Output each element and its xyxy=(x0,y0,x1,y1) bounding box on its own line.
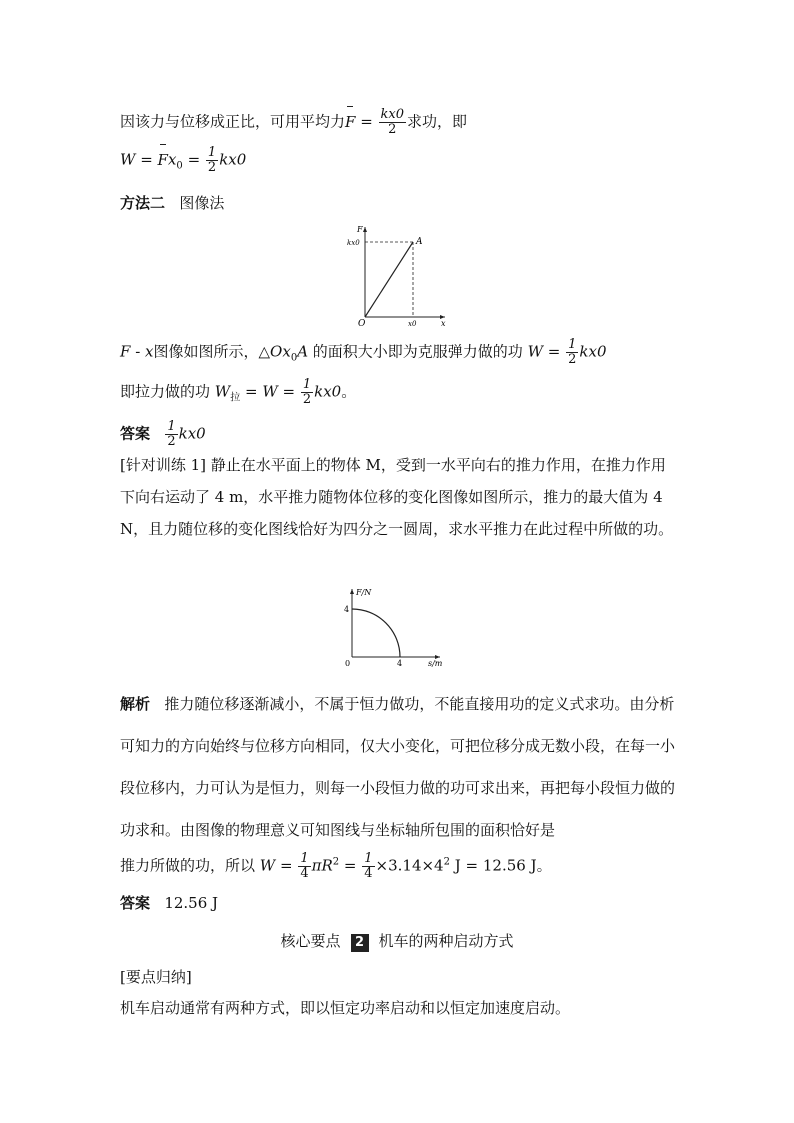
method-name: 图像法 xyxy=(179,194,225,212)
work-symbol: W xyxy=(259,856,276,875)
result-term: J = 12.56 J。 xyxy=(449,856,552,875)
y-tick-label: 4 xyxy=(344,605,350,614)
formula-line-work xyxy=(120,146,246,177)
subscript: 0 xyxy=(290,352,298,364)
fraction xyxy=(566,338,578,367)
answer-label: 答案 xyxy=(120,894,151,912)
text-segment: 的面积大小即为克服弹力做的功 xyxy=(308,342,528,361)
work-symbol: W xyxy=(527,342,543,361)
text-segment: 因该力与位移成正比，可用平均力 xyxy=(120,112,346,131)
text-segment: 图像如图所示，△ xyxy=(153,342,271,361)
analysis-formula-line xyxy=(120,852,552,881)
answer-line-1 xyxy=(120,420,206,449)
pi-r-term: πR xyxy=(311,856,333,875)
section-number-badge: 2 xyxy=(351,934,369,952)
equals: = xyxy=(240,382,263,401)
superscript: 2 xyxy=(332,856,340,868)
quarter-circle-curve xyxy=(352,609,400,657)
numerator: 1 xyxy=(302,377,312,392)
subscript: 0 xyxy=(176,160,183,172)
fraction xyxy=(298,852,310,881)
kx-term: kx0 xyxy=(178,424,206,443)
section-label: 核心要点 xyxy=(280,932,341,950)
x-symbol: x xyxy=(145,342,154,361)
numerator: 1 xyxy=(300,851,309,866)
origin-label: O xyxy=(358,319,366,327)
summary-label-line xyxy=(120,967,192,987)
work-symbol: W xyxy=(120,150,136,169)
fraction xyxy=(362,852,374,881)
avg-force-symbol: F xyxy=(157,150,168,169)
equals: = xyxy=(182,150,205,169)
answer-line-2 xyxy=(120,893,218,913)
denominator: 2 xyxy=(568,352,577,367)
kx-term: kx0 xyxy=(314,382,342,401)
y-axis-label: F/N xyxy=(356,588,372,597)
x-axis-label: s/m xyxy=(428,659,443,668)
section-heading xyxy=(0,930,794,952)
force-displacement-graph xyxy=(345,222,455,327)
method-label: 方法二 xyxy=(120,194,166,212)
superscript: 2 xyxy=(443,856,450,868)
kx-term: kx0 xyxy=(579,342,607,361)
method-heading xyxy=(120,193,224,213)
equals: = xyxy=(277,382,300,401)
work-symbol: W xyxy=(262,382,278,401)
y-axis-arrow xyxy=(350,589,354,594)
denominator: 4 xyxy=(300,866,309,881)
answer-label: 答案 xyxy=(120,424,151,443)
period: 。 xyxy=(341,382,357,401)
calc-term: ×3.14×4 xyxy=(375,856,444,875)
numerator: 1 xyxy=(207,145,217,160)
y-axis-label: F xyxy=(357,225,363,234)
text-line-pull-work xyxy=(120,378,356,409)
analysis-paragraph xyxy=(120,683,680,851)
summary-text-line xyxy=(120,998,570,1018)
analysis-text: 推力随位移逐渐减小，不属于恒力做功，不能直接用功的定义式求功。由分析可知力的方向始终与位移方向相同，仅大小变化，可把位移分成无数小段，在每一小段位移内，力可认为是恒力，则每一小段恒力做的功可求出来，再把每小段恒力做的功求和。由图像的物理意义可知图线与坐标轴所包围的面积恰好是 xyxy=(120,695,676,839)
y-tick-label: kx0 xyxy=(347,239,360,247)
equals: = xyxy=(339,856,362,875)
avg-force-symbol: F xyxy=(345,112,356,131)
y-axis-arrow xyxy=(363,227,367,232)
text-segment: 推力所做的功，所以 xyxy=(120,856,260,875)
text-line-average-force xyxy=(120,108,467,137)
denominator: 2 xyxy=(302,392,312,407)
kx-term: kx0 xyxy=(219,150,247,169)
work-symbol: W xyxy=(214,382,231,401)
fraction xyxy=(379,108,406,137)
equals: = xyxy=(135,150,158,169)
numerator: kx0 xyxy=(380,107,405,122)
denominator: 4 xyxy=(364,866,373,881)
dash: - xyxy=(130,342,146,361)
fraction xyxy=(301,378,313,407)
denominator: 2 xyxy=(207,160,217,175)
answer-value: 12.56 J xyxy=(164,894,219,912)
analysis-label: 解析 xyxy=(120,695,151,713)
fraction xyxy=(165,420,177,449)
summary-label: [要点归纳] xyxy=(120,968,192,986)
subscript: 拉 xyxy=(230,392,241,404)
point-a-label: A xyxy=(416,237,423,247)
section-title: 机车的两种启动方式 xyxy=(378,932,514,950)
x-tick-label: x0 xyxy=(408,320,417,327)
text-line-area xyxy=(120,338,606,369)
denominator: 2 xyxy=(388,122,397,137)
fraction xyxy=(206,146,218,175)
exercise-paragraph: [针对训练 1] 静止在水平面上的物体 M，受到一水平向右的推力作用，在推力作用下向右运动了 4 m，水平推力随物体位移的变化图像如图所示，推力的最大值为 4 N，且力随位移的变化图线恰好为四分之一圆周，求水平推力在此过程中所做的功。 xyxy=(120,456,674,538)
numerator: 1 xyxy=(364,851,373,866)
equals: = xyxy=(355,112,378,131)
x-axis-label: x xyxy=(441,319,446,327)
quarter-circle-graph xyxy=(340,585,455,670)
denominator: 2 xyxy=(167,434,176,449)
equals: = xyxy=(543,342,566,361)
text-segment: 即拉力做的功 xyxy=(120,382,215,401)
force-line xyxy=(365,242,413,317)
f-symbol: F xyxy=(120,342,131,361)
x-tick-label: 4 xyxy=(397,659,403,668)
equals: = xyxy=(275,856,298,875)
summary-text: 机车启动通常有两种方式，即以恒定功率启动和以恒定加速度启动。 xyxy=(120,999,571,1017)
numerator: 1 xyxy=(167,419,176,434)
text-segment: 求功，即 xyxy=(407,112,468,131)
x-symbol: x xyxy=(167,150,177,169)
triangle-vertex: Ox xyxy=(270,342,291,361)
triangle-vertex: A xyxy=(297,342,309,361)
numerator: 1 xyxy=(568,337,577,352)
origin-label: 0 xyxy=(345,659,351,668)
